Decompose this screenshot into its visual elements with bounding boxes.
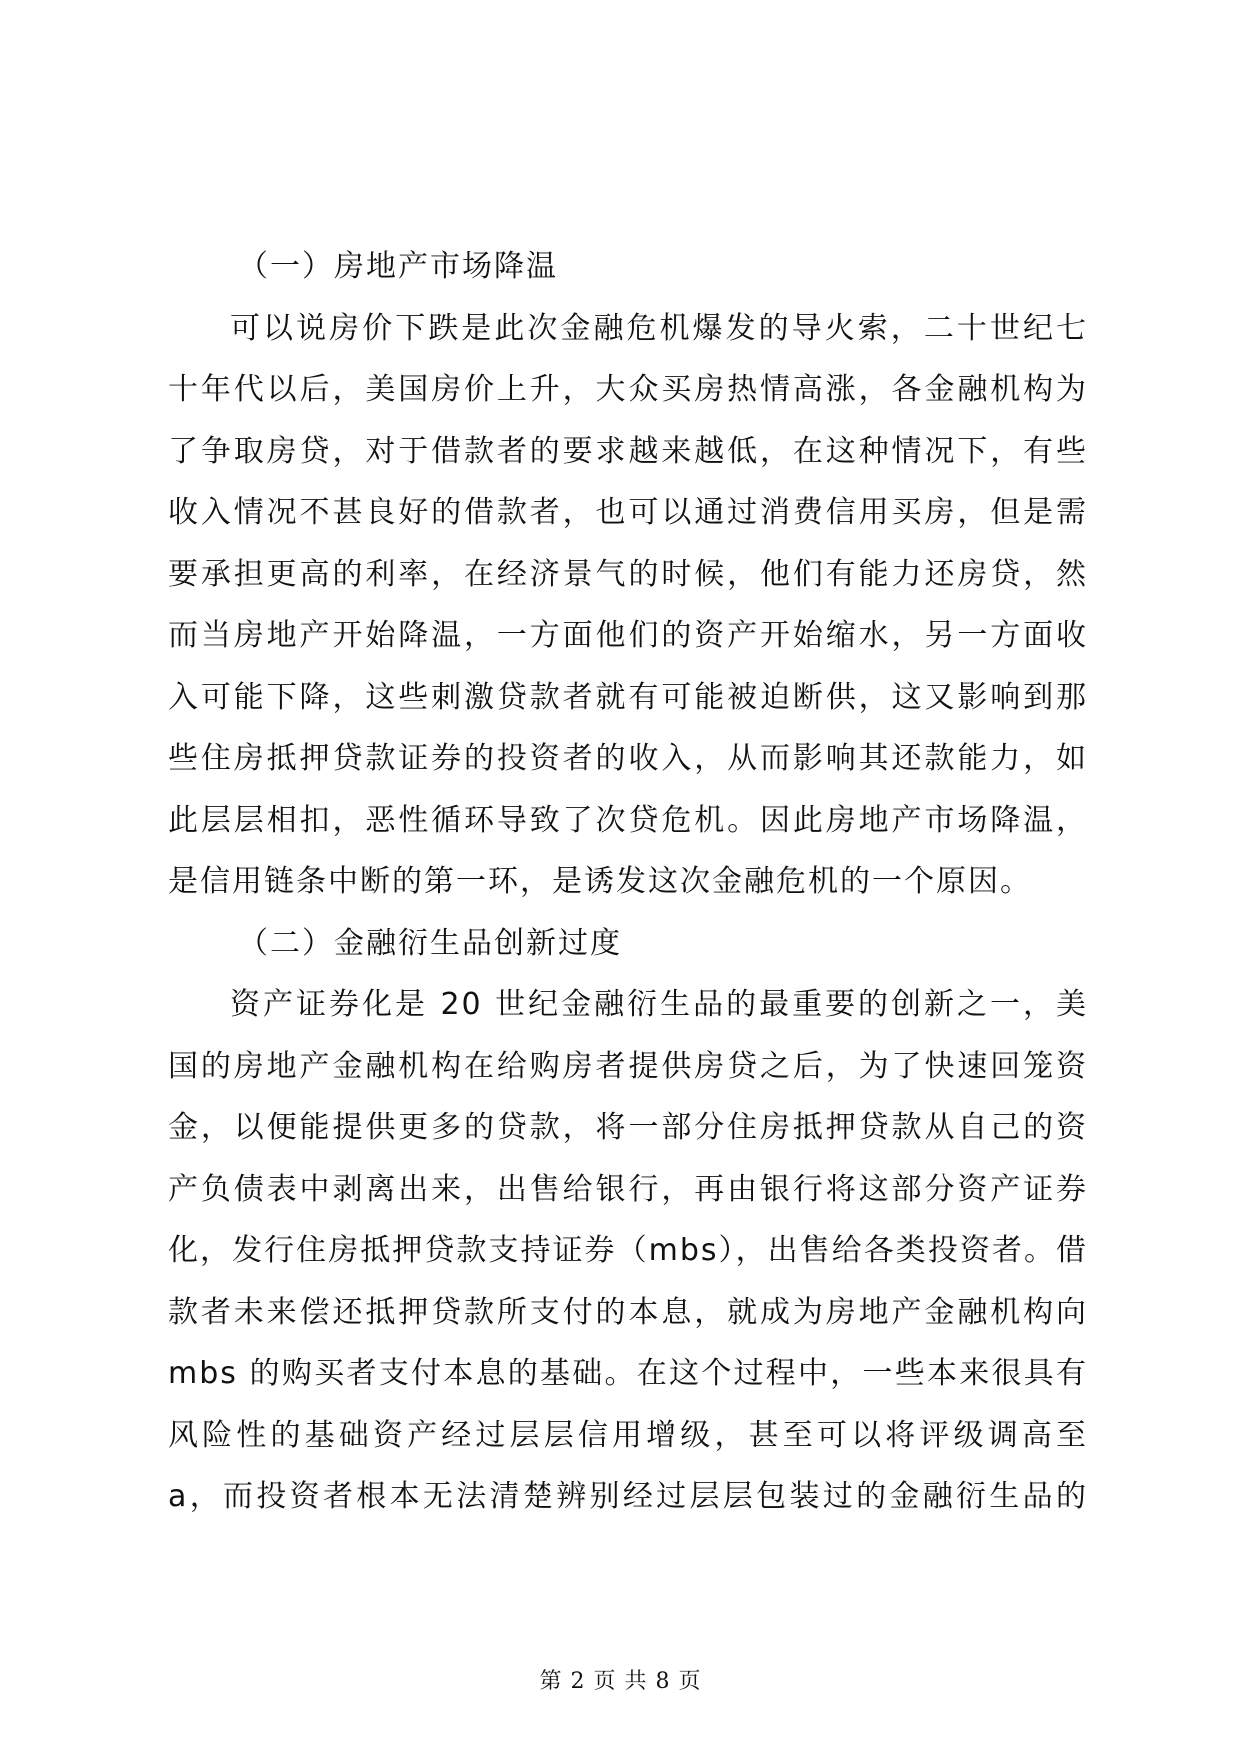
paragraph-line: 入可能下降，这些刺激贷款者就有可能被迫断供，这又影响到那 xyxy=(168,679,1088,715)
paragraph-line: 可以说房价下跌是此次金融危机爆发的导火索，二十世纪七 xyxy=(230,310,1088,346)
paragraph-line: 产负债表中剥离出来，出售给银行，再由银行将这部分资产证券 xyxy=(168,1171,1088,1207)
document-body xyxy=(168,236,1088,1528)
paragraph-line: 而当房地产开始降温，一方面他们的资产开始缩水，另一方面收 xyxy=(168,618,1088,653)
page-number: 第 2 页 共 8 页 xyxy=(539,1669,702,1694)
paragraph-line: 化，发行住房抵押贷款支持证券（mbs），出售给各类投资者。借 xyxy=(168,1233,1088,1268)
paragraph-line: 风险性的基础资产经过层层信用增级，甚至可以将评级调高至 xyxy=(168,1417,1088,1453)
paragraph-line: 国的房地产金融机构在给购房者提供房贷之后，为了快速回笼资 xyxy=(168,1048,1088,1084)
paragraph-line: 款者未来偿还抵押贷款所支付的本息，就成为房地产金融机构向 xyxy=(168,1294,1088,1330)
paragraph-line: 资产证券化是 20 世纪金融衍生品的最重要的创新之一，美 xyxy=(230,987,1088,1022)
paragraph-line: 金，以便能提供更多的贷款，将一部分住房抵押贷款从自己的资 xyxy=(168,1110,1088,1145)
section-heading-2: （二）金融衍生品创新过度 xyxy=(238,925,622,961)
paragraph-line: 十年代以后，美国房价上升，大众买房热情高涨，各金融机构为 xyxy=(168,372,1088,407)
paragraph-line: 收入情况不甚良好的借款者，也可以通过消费信用买房，但是需 xyxy=(168,495,1088,530)
paragraph-line: 此层层相扣，恶性循环导致了次贷危机。因此房地产市场降温， xyxy=(168,802,1088,838)
paragraph-line: 了争取房贷，对于借款者的要求越来越低，在这种情况下，有些 xyxy=(168,433,1088,469)
paragraph-line: 要承担更高的利率，在经济景气的时候，他们有能力还房贷，然 xyxy=(168,556,1088,592)
paragraph-2 xyxy=(168,974,1088,1528)
paragraph-line: 些住房抵押贷款证券的投资者的收入，从而影响其还款能力，如 xyxy=(168,741,1088,776)
paragraph-1 xyxy=(168,298,1088,913)
paragraph-line: mbs 的购买者支付本息的基础。在这个过程中，一些本来很具有 xyxy=(168,1356,1088,1391)
paragraph-line: 是信用链条中断的第一环，是诱发这次金融危机的一个原因。 xyxy=(168,864,1032,899)
paragraph-line: a，而投资者根本无法清楚辨别经过层层包装过的金融衍生品的 xyxy=(168,1479,1088,1514)
section-heading-1: （一）房地产市场降温 xyxy=(238,249,558,284)
